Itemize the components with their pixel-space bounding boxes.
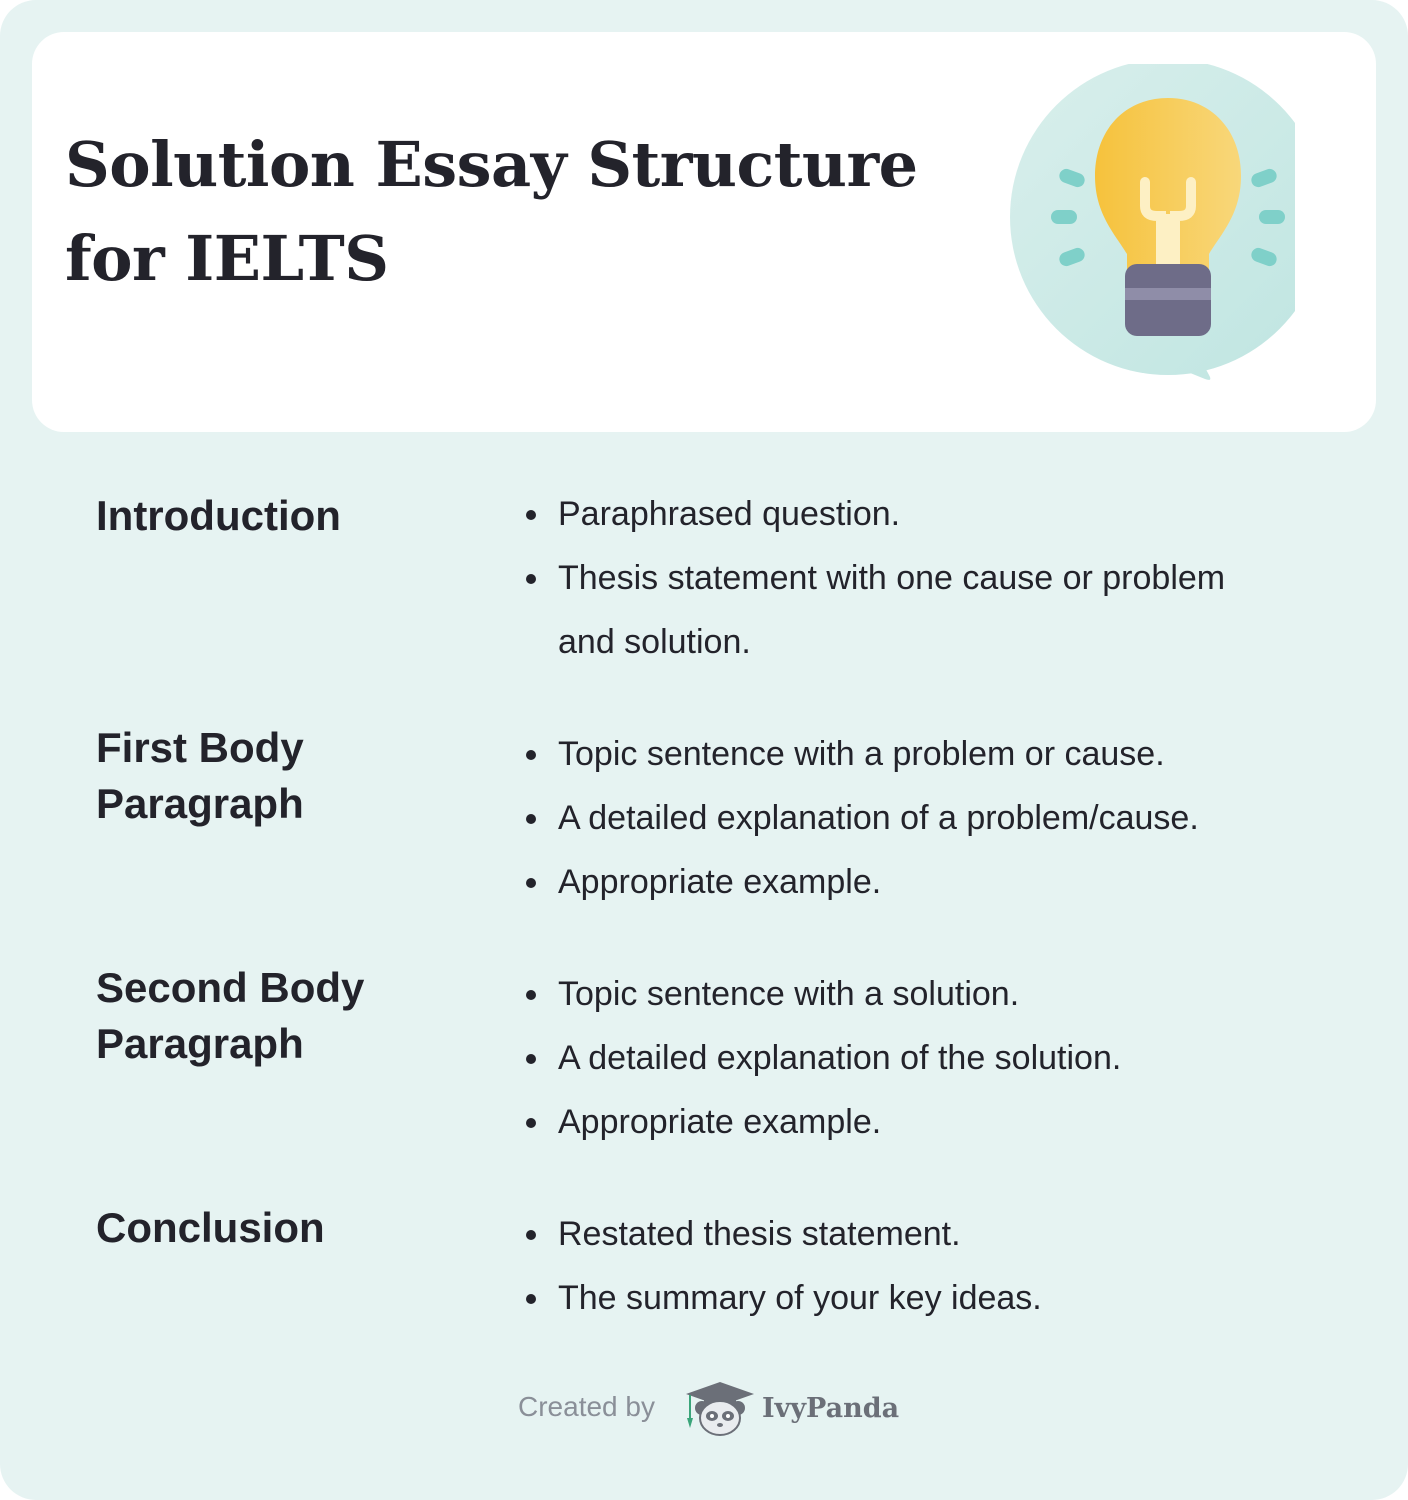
page-title-line-2: for IELTS [65,222,389,295]
section-title: Conclusion [96,1204,325,1251]
section-title: Introduction [96,492,341,539]
footer [0,1378,1408,1438]
list-item: The summary of your key ideas. [558,1266,1338,1330]
bullet-dot [526,1230,536,1240]
list-item: Restated thesis statement. [558,1202,1338,1266]
bullet-dot [526,750,536,760]
section-title: First Body Paragraph [96,724,304,827]
bullet-list [558,482,1338,674]
bullet-dot [526,1118,536,1128]
bullet-dot [526,574,536,584]
bullet-dot [526,1294,536,1304]
panda-graduate-icon [680,1378,760,1438]
bullet-list [558,1202,1338,1330]
bullet-dot [526,1054,536,1064]
list-item: Topic sentence with a solution. [558,962,1338,1026]
list-item: Topic sentence with a problem or cause. [558,722,1338,786]
list-item: A detailed explanation of the solution. [558,1026,1338,1090]
section-title: Second Body Paragraph [96,964,365,1067]
bullet-list [558,962,1338,1154]
list-item: Paraphrased question. [558,482,1338,546]
bullet-dot [526,814,536,824]
page-title-line-1: Solution Essay Structure [65,128,918,201]
page-title [65,118,945,306]
created-by-text: Created by [518,1391,655,1422]
bullet-list [558,722,1338,914]
bullet-dot [526,510,536,520]
list-item: Thesis statement with one cause or problem [558,546,1338,610]
bullet-dot [526,878,536,888]
list-item-continuation: and solution. [558,623,751,661]
bullet-dot [526,990,536,1000]
lightbulb-speech-bubble-icon [975,64,1295,384]
list-item: A detailed explanation of a problem/cause. [558,786,1338,850]
list-item: Appropriate example. [558,850,1338,914]
brand-name: IvyPanda [762,1393,900,1424]
list-item: Appropriate example. [558,1090,1338,1154]
